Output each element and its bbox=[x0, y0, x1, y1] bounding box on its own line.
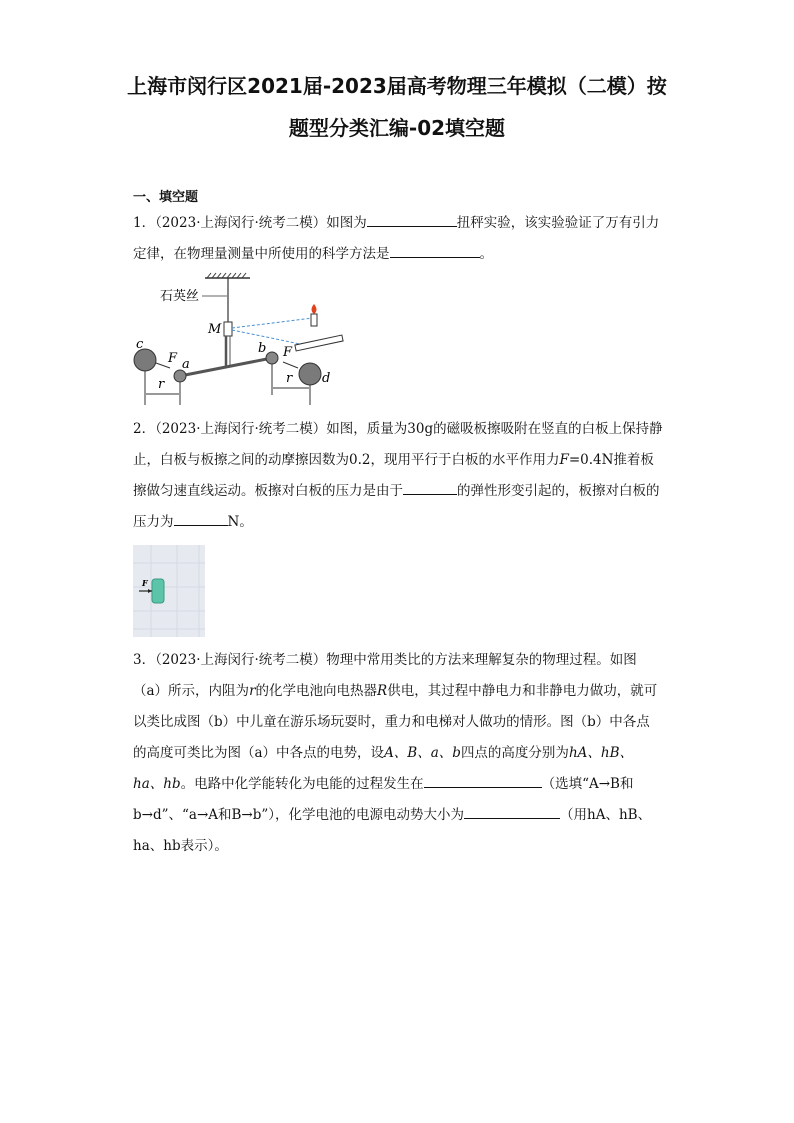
q1-end: 。 bbox=[479, 246, 493, 262]
question-1 bbox=[133, 208, 663, 270]
q2-part2: =0.4N推着板擦做匀速直线运动。板擦对白板的压力是由于 bbox=[133, 452, 654, 499]
q3-part1: 3．（2023·上海闵行·统考二模）物理中常用类比的方法来理解复杂的物理过程。如图（a）所示，内阻为 bbox=[133, 652, 637, 699]
q3-r-symbol: r bbox=[249, 683, 256, 699]
question-3 bbox=[133, 645, 663, 862]
force-label: F bbox=[142, 578, 148, 588]
q3-blank-1[interactable] bbox=[424, 773, 542, 788]
ball-b-label: b bbox=[258, 341, 267, 356]
q3-part2: 的化学电池向电热器 bbox=[255, 683, 378, 699]
ball-c-label: c bbox=[136, 337, 144, 352]
q3-R-symbol: R bbox=[377, 683, 388, 699]
eraser-icon bbox=[152, 579, 164, 603]
q1-blank-2[interactable] bbox=[390, 243, 480, 258]
q2-part1: 2．（2023·上海闵行·统考二模）如图，质量为30g的磁吸板擦吸附在竖直的白板上保持静止，白板与板擦之间的动摩擦因数为0.2，现用平行于白板的水平作用力 bbox=[133, 421, 663, 468]
q3-heights: hA、hB、ha、hb bbox=[133, 745, 633, 792]
force-label-1: F bbox=[168, 351, 178, 366]
q2-force-symbol: F bbox=[559, 452, 569, 468]
q3-part4: 四点的高度分别为 bbox=[460, 745, 569, 761]
q1-prefix: 1．（2023·上海闵行·统考二模）如图为 bbox=[133, 215, 367, 231]
q2-part4: N。 bbox=[227, 514, 253, 530]
distance-r-label-2: r bbox=[286, 371, 293, 386]
force-label-2: F bbox=[283, 345, 293, 360]
section-heading: 一、填空题 bbox=[133, 190, 199, 205]
q3-blank-2[interactable] bbox=[464, 804, 560, 819]
quartz-fiber-label: 石英丝 bbox=[160, 289, 200, 304]
q3-part3: 供电，其过程中静电力和非静电力做功，就可以类比成图（b）中儿童在游乐场玩耍时，重力和电梯对人做功的情形。图（b）中各点的高度可类比为图（a）中各点的电势，设 bbox=[133, 683, 658, 761]
q3-part7: （用hA、hB、ha、hb表示）。 bbox=[133, 807, 652, 854]
distance-r-label-1: r bbox=[158, 377, 165, 392]
q1-mid: 扭秤实验，该实验验证了万有引力定律，在物理量测量中所使用的科学方法是 bbox=[133, 215, 660, 262]
ball-a-label: a bbox=[182, 357, 190, 372]
q3-part6: （选填“A→B和b→d”、“a→A和B→b”），化学电池的电源电动势大小为 bbox=[133, 776, 634, 823]
mirror-label: M bbox=[208, 322, 222, 337]
q2-blank-1[interactable] bbox=[403, 480, 457, 495]
torsion-balance-figure bbox=[130, 270, 350, 410]
q3-part5: 。电路中化学能转化为电能的过程发生在 bbox=[180, 776, 424, 792]
ball-d-label: d bbox=[322, 371, 331, 386]
document-title-line1: 上海市闵行区2021届-2023届高考物理三年模拟（二模）按 bbox=[127, 74, 667, 98]
question-2 bbox=[133, 414, 663, 538]
q2-blank-2[interactable] bbox=[174, 511, 228, 526]
document-title-line2: 题型分类汇编-02填空题 bbox=[288, 116, 506, 140]
q3-points: A、B、a、b bbox=[384, 745, 461, 761]
q1-blank-1[interactable] bbox=[367, 212, 457, 227]
q2-part3: 的弹性形变引起的，板擦对白板的压力为 bbox=[133, 483, 660, 530]
whiteboard-eraser-figure bbox=[133, 545, 205, 637]
